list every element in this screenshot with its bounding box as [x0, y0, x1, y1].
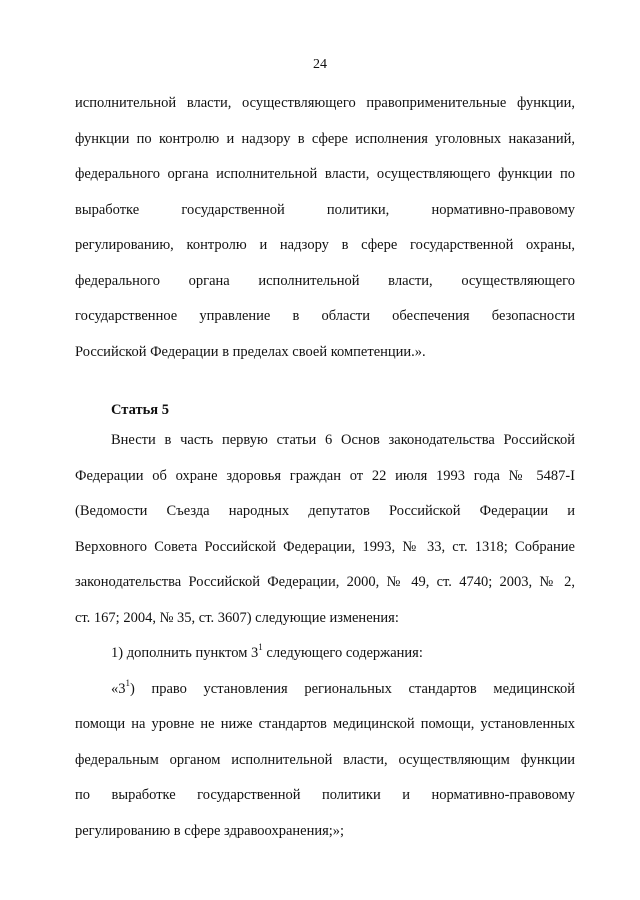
paragraph-line: выработке государственной политики, нормативно-правовому [75, 201, 575, 218]
article-heading: Статья 5 [111, 402, 169, 418]
item-1-text: 1) дополнить пунктом 3 [111, 645, 259, 661]
superscript: 1 [125, 677, 130, 688]
quote-open [111, 677, 130, 697]
quote-line: федеральным органом исполнительной власти, осуществляющим функции [75, 751, 575, 768]
article-line-last [75, 601, 575, 637]
article-line: законодательства Российской Федерации, 2000, № 49, ст. 4740; 2003, № 2, [75, 574, 575, 590]
paragraph-line-last: Российской Федерации в пределах своей компетенции.». [75, 343, 426, 360]
quote-first-line [75, 672, 575, 708]
paragraph-line: функции по контролю и надзору в сфере исполнения уголовных наказаний, [75, 130, 575, 147]
page-number: 24 [313, 57, 327, 72]
quote-first-line-text: ) право установления региональных стандартов медицинской [130, 680, 575, 697]
article-line: Федерации об охране здоровья граждан от 22 июля 1993 года № 5487-I [75, 467, 575, 484]
paragraph-line: государственное управление в области обеспечения безопасности [75, 308, 575, 324]
article-line: (Ведомости Съезда народных депутатов Российской Федерации и [75, 503, 575, 519]
paragraph-line: федерального органа исполнительной власти, осуществляющего [75, 272, 575, 289]
quote-line: по выработке государственной политики и нормативно-правовому [75, 787, 575, 803]
item-1-text-tail: следующего содержания: [262, 645, 423, 661]
quote-number: «3 [111, 680, 126, 697]
paragraph-continuation [75, 86, 575, 370]
quote-line: помощи на уровне не ниже стандартов медицинской помощи, установленных [75, 716, 575, 732]
paragraph-line: регулированию, контролю и надзору в сфере государственной охраны, [75, 237, 575, 253]
superscript: 1 [258, 642, 263, 652]
item-1-line [75, 636, 575, 672]
paragraph-line: федерального органа исполнительной власти, осуществляющего функции по [75, 166, 575, 182]
article-5-body [75, 423, 575, 849]
article-line: Верховного Совета Российской Федерации, 1993, № 33, ст. 1318; Собрание [75, 538, 575, 555]
article-line-text: ст. 167; 2004, № 35, ст. 3607) следующие изменения: [75, 609, 399, 626]
paragraph-line: исполнительной власти, осуществляющего правоприменительные функции, [75, 95, 575, 111]
article-line: Внести в часть первую статьи 6 Основ законодательства Российской [111, 432, 575, 448]
quote-line-last: регулированию в сфере здравоохранения;»; [75, 822, 345, 839]
